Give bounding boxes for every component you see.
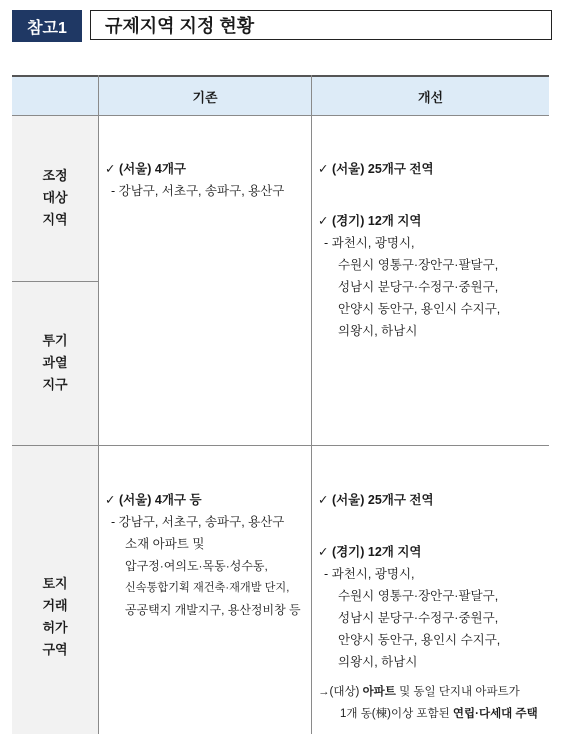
header-existing: 기존 <box>99 77 311 115</box>
header-improved: 개선 <box>312 77 549 115</box>
label-speculation-district: 투기 과열 지구 <box>42 333 68 392</box>
block2-improved: ✓ (서울) 25개구 전역 ✓ (경기) 12개 지역 - 과천시, 광명시, 수원시 영통구·장안구·팔달구, 성남시 분당구·수정구·중원구, 안양시 동안구, 용인시 수지구, 의왕시, 하남시 →(대상) 아파트 및 동일 단지내 아파트가 1개 동(棟)이상 포함된 연립·다세대 주택 <box>318 489 546 725</box>
block1-existing: ✓ (서울) 4개구 - 강남구, 서초구, 송파구, 용산구 <box>105 162 285 198</box>
label-land-permit-zone: 토지 거래 허가 구역 <box>42 576 68 657</box>
row-divider-1 <box>12 281 98 282</box>
title-bar <box>12 8 554 46</box>
col-divider-2 <box>311 75 312 734</box>
target-note-line2: 1개 동(棟)이상 포함된 연립·다세대 주택 <box>340 708 538 720</box>
block1-improved: ✓ (서울) 25개구 전역 ✓ (경기) 12개 지역 - 과천시, 광명시, 수원시 영통구·장안구·팔달구, 성남시 분당구·수정구·중원구, 안양시 동안구, 용인시 수지구, 의왕시, 하남시 <box>318 162 501 338</box>
regulation-table <box>12 75 549 734</box>
row-divider-2 <box>12 445 549 446</box>
header-bottom-border <box>12 115 549 116</box>
page-title: 규제지역 지정 현황 <box>90 10 552 40</box>
block2-existing: ✓ (서울) 4개구 등 - 강남구, 서초구, 송파구, 용산구 소재 아파트 및 압구정·여의도·목동·성수동, 신속통합기획 재건축·재개발 단지, 공공택지 개발지구, 용산정비창 등 <box>105 493 301 617</box>
header-corner <box>12 77 98 115</box>
col-divider-1 <box>98 75 99 734</box>
table-top-border <box>12 75 549 77</box>
reference-badge: 참고1 <box>12 10 82 42</box>
target-note: →(대상) 아파트 및 동일 단지내 아파트가 <box>318 686 520 698</box>
label-adjustment-area: 조정 대상 지역 <box>42 168 68 227</box>
